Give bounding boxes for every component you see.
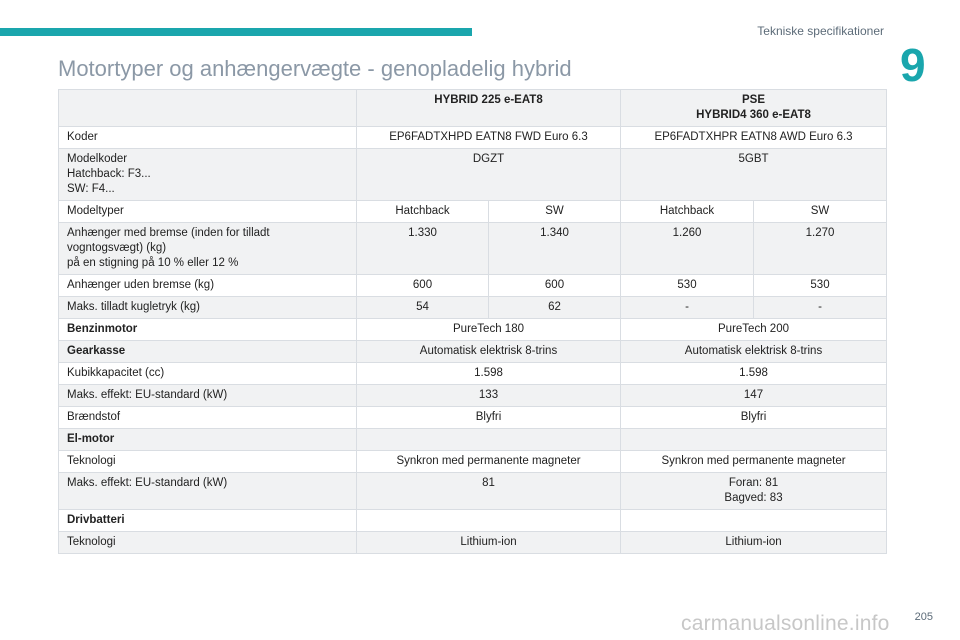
table-cell: Automatisk elektrisk 8-trins	[621, 341, 887, 363]
row-label: Modeltyper	[59, 201, 357, 223]
table-cell: 1.330	[357, 223, 489, 275]
table-cell: Synkron med permanente magneter	[621, 451, 887, 473]
table-row	[59, 223, 887, 275]
table-cell: PureTech 180	[357, 319, 621, 341]
table-cell: Foran: 81 Bagved: 83	[621, 473, 887, 510]
table-cell: EP6FADTXHPR EATN8 AWD Euro 6.3	[621, 127, 887, 149]
table-row	[59, 451, 887, 473]
table-cell: SW	[489, 201, 621, 223]
table-cell: 600	[489, 275, 621, 297]
table-cell: -	[754, 297, 887, 319]
row-label: El-motor	[59, 429, 357, 451]
table-cell: 1.270	[754, 223, 887, 275]
table-cell: Lithium-ion	[621, 532, 887, 554]
table-cell: 5GBT	[621, 149, 887, 201]
table-cell: Hatchback	[357, 201, 489, 223]
table-row	[59, 532, 887, 554]
table-row	[59, 429, 887, 451]
row-label: Gearkasse	[59, 341, 357, 363]
table-row	[59, 407, 887, 429]
table-cell: Blyfri	[621, 407, 887, 429]
table-cell: 147	[621, 385, 887, 407]
spec-table	[58, 89, 887, 554]
row-label: Kubikkapacitet (cc)	[59, 363, 357, 385]
table-cell: Synkron med permanente magneter	[357, 451, 621, 473]
table-cell-empty	[621, 429, 887, 451]
table-cell-empty	[357, 510, 621, 532]
chapter-number: 9	[900, 39, 926, 91]
table-cell: 54	[357, 297, 489, 319]
table-row	[59, 127, 887, 149]
page-number: 205	[914, 611, 933, 623]
table-cell: EP6FADTXHPD EATN8 FWD Euro 6.3	[357, 127, 621, 149]
table-cell: 133	[357, 385, 621, 407]
row-label: Brændstof	[59, 407, 357, 429]
table-cell-empty	[357, 429, 621, 451]
row-label: Teknologi	[59, 532, 357, 554]
table-cell: -	[621, 297, 754, 319]
table-cell: Hatchback	[621, 201, 754, 223]
table-row	[59, 297, 887, 319]
row-label: Maks. tilladt kugletryk (kg)	[59, 297, 357, 319]
table-cell: 1.340	[489, 223, 621, 275]
row-label: Benzinmotor	[59, 319, 357, 341]
row-label: Maks. effekt: EU-standard (kW)	[59, 385, 357, 407]
table-cell: 530	[754, 275, 887, 297]
table-cell: Lithium-ion	[357, 532, 621, 554]
watermark: carmanualsonline.info	[681, 612, 890, 635]
table-row	[59, 363, 887, 385]
page-title: Motortyper og anhængervægte - genopladelig hybrid	[58, 56, 572, 81]
table-cell-empty	[621, 510, 887, 532]
row-label: Drivbatteri	[59, 510, 357, 532]
table-cell: 62	[489, 297, 621, 319]
top-accent-bar	[0, 28, 472, 36]
table-cell: 1.598	[357, 363, 621, 385]
table-cell: PureTech 200	[621, 319, 887, 341]
table-header-row	[59, 90, 887, 127]
row-label: Koder	[59, 127, 357, 149]
row-label: Anhænger uden bremse (kg)	[59, 275, 357, 297]
column-header-hybrid4: PSE HYBRID4 360 e-EAT8	[621, 90, 887, 127]
table-cell: SW	[754, 201, 887, 223]
table-cell: 600	[357, 275, 489, 297]
table-cell: Automatisk elektrisk 8-trins	[357, 341, 621, 363]
table-row	[59, 275, 887, 297]
table-cell: 81	[357, 473, 621, 510]
row-label: Modelkoder Hatchback: F3... SW: F4...	[59, 149, 357, 201]
table-row	[59, 510, 887, 532]
row-label: Maks. effekt: EU-standard (kW)	[59, 473, 357, 510]
table-cell: Blyfri	[357, 407, 621, 429]
row-label: Anhænger med bremse (inden for tilladt vogntogsvægt) (kg) på en stigning på 10 % eller 12 %	[59, 223, 357, 275]
table-row	[59, 341, 887, 363]
table-cell: 1.598	[621, 363, 887, 385]
table-cell: 530	[621, 275, 754, 297]
section-title: Tekniske specifikationer	[757, 24, 884, 38]
table-cell-empty	[59, 90, 357, 127]
table-cell: 1.260	[621, 223, 754, 275]
row-label: Teknologi	[59, 451, 357, 473]
table-row	[59, 201, 887, 223]
table-row	[59, 385, 887, 407]
column-header-hybrid225: HYBRID 225 e-EAT8	[357, 90, 621, 127]
table-row	[59, 473, 887, 510]
table-row	[59, 319, 887, 341]
table-row	[59, 149, 887, 201]
table-cell: DGZT	[357, 149, 621, 201]
